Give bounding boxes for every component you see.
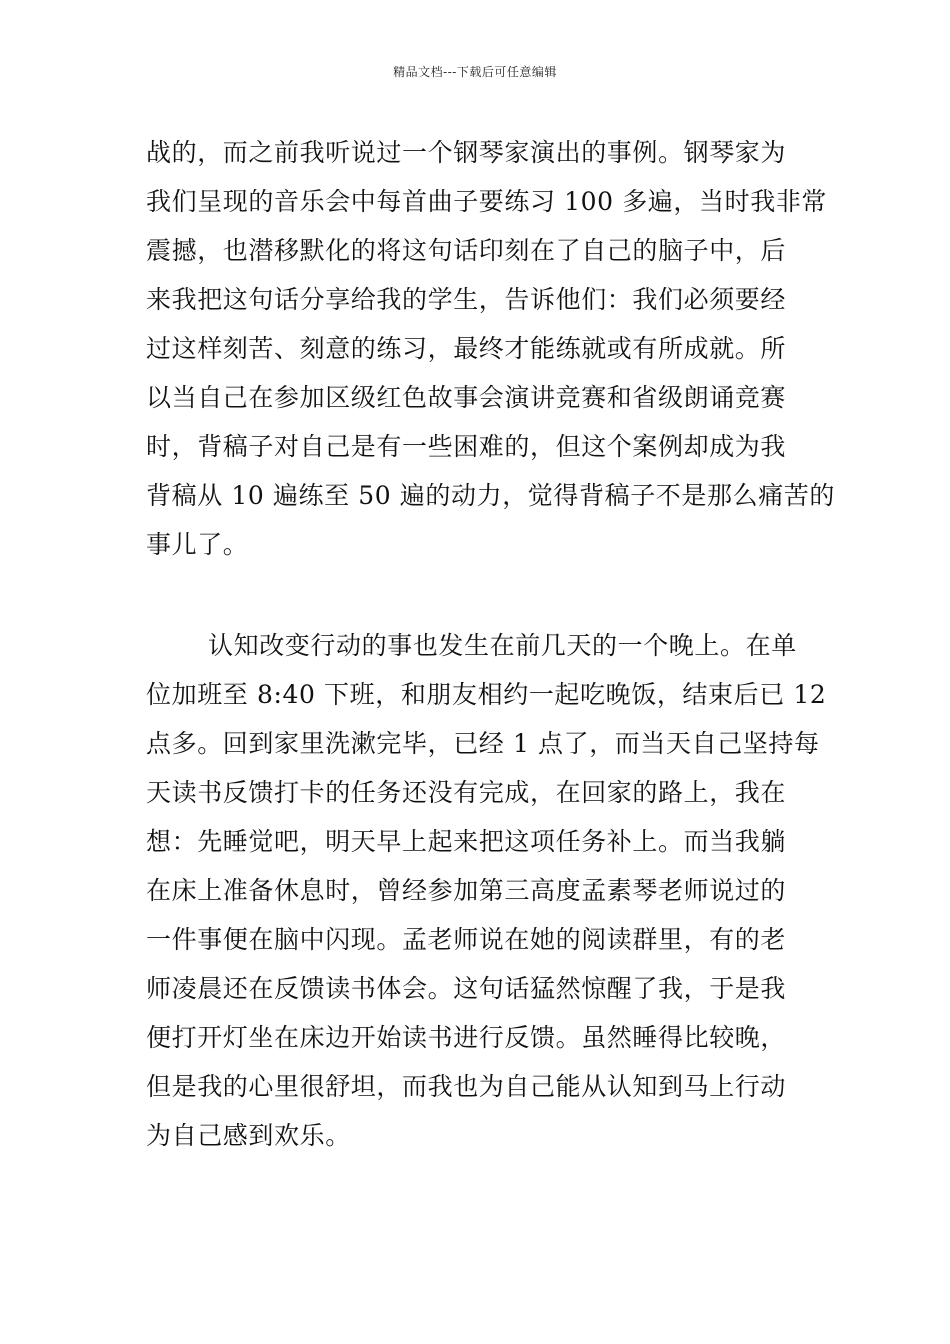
paragraph-line: 在床上准备休息时，曾经参加第三高度孟素琴老师说过的 bbox=[146, 876, 787, 905]
paragraph-line: 来我把这句话分享给我的学生，告诉他们：我们必须要经 bbox=[146, 285, 787, 314]
paragraph-line: 震撼，也潜移默化的将这句话印刻在了自己的脑子中，后 bbox=[146, 236, 787, 265]
paragraph-line: 认知改变行动的事也发生在前几天的一个晚上。在单 bbox=[208, 631, 797, 660]
paragraph-line: 一件事便在脑中闪现。孟老师说在她的阅读群里，有的老 bbox=[146, 925, 787, 954]
paragraph-line: 便打开灯坐在床边开始读书进行反馈。虽然睡得比较晚， bbox=[146, 1023, 787, 1052]
paragraph-line: 背稿从 10 遍练至 50 遍的动力，觉得背稿子不是那么痛苦的 bbox=[146, 481, 836, 510]
paragraph-line: 但是我的心里很舒坦，而我也为自己能从认知到马上行动 bbox=[146, 1072, 787, 1101]
paragraph-line: 师凌晨还在反馈读书体会。这句话猛然惊醒了我，于是我 bbox=[146, 974, 787, 1003]
paragraph-line: 事儿了。 bbox=[146, 530, 249, 559]
paragraph-line: 时，背稿子对自己是有一些困难的，但这个案例却成为我 bbox=[146, 432, 787, 461]
paragraph-line: 想：先睡觉吧，明天早上起来把这项任务补上。而当我躺 bbox=[146, 827, 787, 856]
page-header: 精品文档---下载后可任意编辑 bbox=[393, 65, 557, 79]
paragraph-line: 战的，而之前我听说过一个钢琴家演出的事例。钢琴家为 bbox=[146, 138, 787, 167]
paragraph-line: 为自己感到欢乐。 bbox=[146, 1121, 351, 1150]
paragraph-line: 点多。回到家里洗漱完毕，已经 1 点了，而当天自己坚持每 bbox=[146, 729, 820, 758]
paragraph-1 bbox=[146, 128, 836, 569]
paragraph-2 bbox=[146, 621, 827, 1160]
paragraph-line: 位加班至 8:40 下班，和朋友相约一起吃晚饭，结束后已 12 bbox=[146, 680, 827, 709]
paragraph-line: 我们呈现的音乐会中每首曲子要练习 100 多遍，当时我非常 bbox=[146, 187, 828, 216]
paragraph-line: 以当自己在参加区级红色故事会演讲竞赛和省级朗诵竞赛 bbox=[146, 383, 787, 412]
paragraph-line: 过这样刻苦、刻意的练习，最终才能练就或有所成就。所 bbox=[146, 334, 787, 363]
paragraph-line: 天读书反馈打卡的任务还没有完成，在回家的路上，我在 bbox=[146, 778, 787, 807]
